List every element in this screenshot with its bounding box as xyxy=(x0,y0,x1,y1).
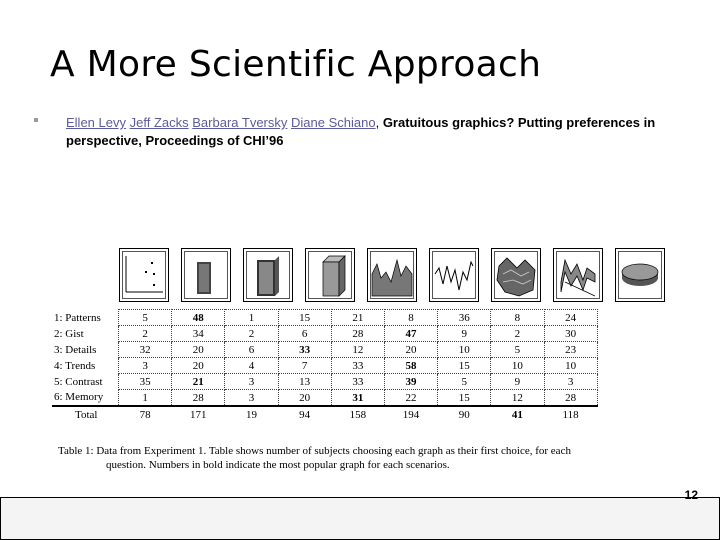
table-cell: 13 xyxy=(278,374,331,390)
table-cell: 3 xyxy=(225,390,278,407)
table-cell: 19 xyxy=(225,406,278,422)
table-cell: 7 xyxy=(278,358,331,374)
table-cell: 10 xyxy=(438,342,491,358)
table-cell: 5 xyxy=(438,374,491,390)
row-label: 3: Details xyxy=(54,343,97,356)
table-cell xyxy=(384,374,437,390)
table-cell: 15 xyxy=(438,358,491,374)
cell-value-bold: 39 xyxy=(405,375,417,388)
table-cell: 15 xyxy=(438,390,491,407)
table-cell: 2 xyxy=(225,326,278,342)
table-cell: 33 xyxy=(331,374,384,390)
table-cell: 94 xyxy=(278,406,331,422)
author-link-4[interactable]: Diane Schiano xyxy=(291,115,376,130)
cell-value-bold: 31 xyxy=(352,391,364,404)
page-number: 12 xyxy=(684,488,698,502)
table-cell: 36 xyxy=(438,310,491,326)
table-cell: 1 xyxy=(119,390,172,407)
table-cell: 10 xyxy=(544,358,597,374)
table-cell xyxy=(172,310,225,326)
table-cell: 28 xyxy=(331,326,384,342)
table-cell: 22 xyxy=(384,390,437,407)
graph-icon-row xyxy=(119,248,679,303)
scatter-plot-icon xyxy=(119,248,169,302)
table-cell: 20 xyxy=(278,390,331,407)
table-cell: 118 xyxy=(544,406,597,422)
table-cell: 78 xyxy=(119,406,172,422)
table-cell: 8 xyxy=(491,310,544,326)
pie-3d-icon xyxy=(615,248,665,302)
row-label: 5: Contrast xyxy=(54,375,103,388)
caption-line-1: Table 1: Data from Experiment 1. Table shows number of subjects choosing each graph as their first choice, for each xyxy=(58,445,571,457)
author-link-2[interactable]: Jeff Zacks xyxy=(129,115,189,130)
table-cell xyxy=(331,390,384,407)
table-cell: 158 xyxy=(331,406,384,422)
table-row xyxy=(52,374,597,390)
author-link-3[interactable]: Barbara Tversky xyxy=(192,115,288,130)
table-row xyxy=(52,326,597,342)
row-label: 2: Gist xyxy=(54,327,84,340)
cell-value-bold: 21 xyxy=(192,375,204,388)
table-row xyxy=(52,358,597,374)
surface-3d-icon xyxy=(491,248,541,302)
table-cell: 12 xyxy=(491,390,544,407)
table-cell: 5 xyxy=(491,342,544,358)
table-cell: 3 xyxy=(225,374,278,390)
table-cell: 9 xyxy=(438,326,491,342)
table-cell xyxy=(491,406,544,422)
bar-3d-icon xyxy=(305,248,355,302)
table-row xyxy=(52,390,597,407)
table-cell: 35 xyxy=(119,374,172,390)
results-table xyxy=(52,309,598,422)
table-cell: 2 xyxy=(119,326,172,342)
cell-value-bold: 33 xyxy=(299,343,311,356)
table-cell xyxy=(172,374,225,390)
table-total-row xyxy=(52,406,597,422)
bullet-marker xyxy=(34,118,38,122)
bar-3d-shaded-icon xyxy=(243,248,293,302)
table-cell: 21 xyxy=(331,310,384,326)
table-cell: 33 xyxy=(331,358,384,374)
table-row xyxy=(52,310,597,326)
area-chart-icon xyxy=(367,248,417,302)
table-cell: 8 xyxy=(384,310,437,326)
table-cell: 15 xyxy=(278,310,331,326)
row-label: 6: Memory xyxy=(54,391,104,404)
caption-line-2: question. Numbers in bold indicate the most popular graph for each scenarios. xyxy=(106,459,450,471)
table-cell: 23 xyxy=(544,342,597,358)
table-cell: 32 xyxy=(119,342,172,358)
table-cell: 24 xyxy=(544,310,597,326)
author-link-1[interactable]: Ellen Levy xyxy=(66,115,126,130)
line-chart-icon xyxy=(429,248,479,302)
table-cell xyxy=(384,326,437,342)
table-cell: 3 xyxy=(544,374,597,390)
cell-value-bold: 47 xyxy=(405,327,417,340)
cell-value-bold: 41 xyxy=(511,408,523,421)
citation: Ellen Levy Jeff Zacks Barbara Tversky Diane Schiano, Gratuitous graphics? Putting preferences in perspective, Proceedings of CHI’96 xyxy=(66,115,656,148)
table-cell: 20 xyxy=(384,342,437,358)
table-cell: 194 xyxy=(384,406,437,422)
table-cell: 3 xyxy=(119,358,172,374)
table-cell: 30 xyxy=(544,326,597,342)
cell-value-bold: 58 xyxy=(405,359,417,372)
table-cell: 6 xyxy=(278,326,331,342)
slide-title: A More Scientific Approach xyxy=(50,44,542,85)
table-cell: 2 xyxy=(491,326,544,342)
table-cell: 90 xyxy=(438,406,491,422)
table-cell: 6 xyxy=(225,342,278,358)
table-cell: 4 xyxy=(225,358,278,374)
table-cell xyxy=(278,342,331,358)
table-row xyxy=(52,342,597,358)
table-cell: 5 xyxy=(119,310,172,326)
table-cell: 171 xyxy=(172,406,225,422)
ribbon-3d-icon xyxy=(553,248,603,302)
citation-title: Gratuitous graphics? Putting preferences in perspective, Proceedings of CHI’96 xyxy=(66,115,656,148)
table-caption xyxy=(58,444,658,472)
table-cell: 34 xyxy=(172,326,225,342)
cell-value-bold: 48 xyxy=(192,311,204,324)
table-cell: 20 xyxy=(172,358,225,374)
table-cell: 28 xyxy=(544,390,597,407)
row-label: Total xyxy=(52,406,119,422)
row-label: 1: Patterns xyxy=(54,311,101,324)
bar-2d-icon xyxy=(181,248,231,302)
table-cell: 28 xyxy=(172,390,225,407)
table-cell: 10 xyxy=(491,358,544,374)
table-cell: 1 xyxy=(225,310,278,326)
table-cell: 20 xyxy=(172,342,225,358)
table-cell: 9 xyxy=(491,374,544,390)
slide-footer xyxy=(0,497,720,540)
table-cell: 12 xyxy=(331,342,384,358)
row-label: 4: Trends xyxy=(54,359,96,372)
table-cell xyxy=(384,358,437,374)
